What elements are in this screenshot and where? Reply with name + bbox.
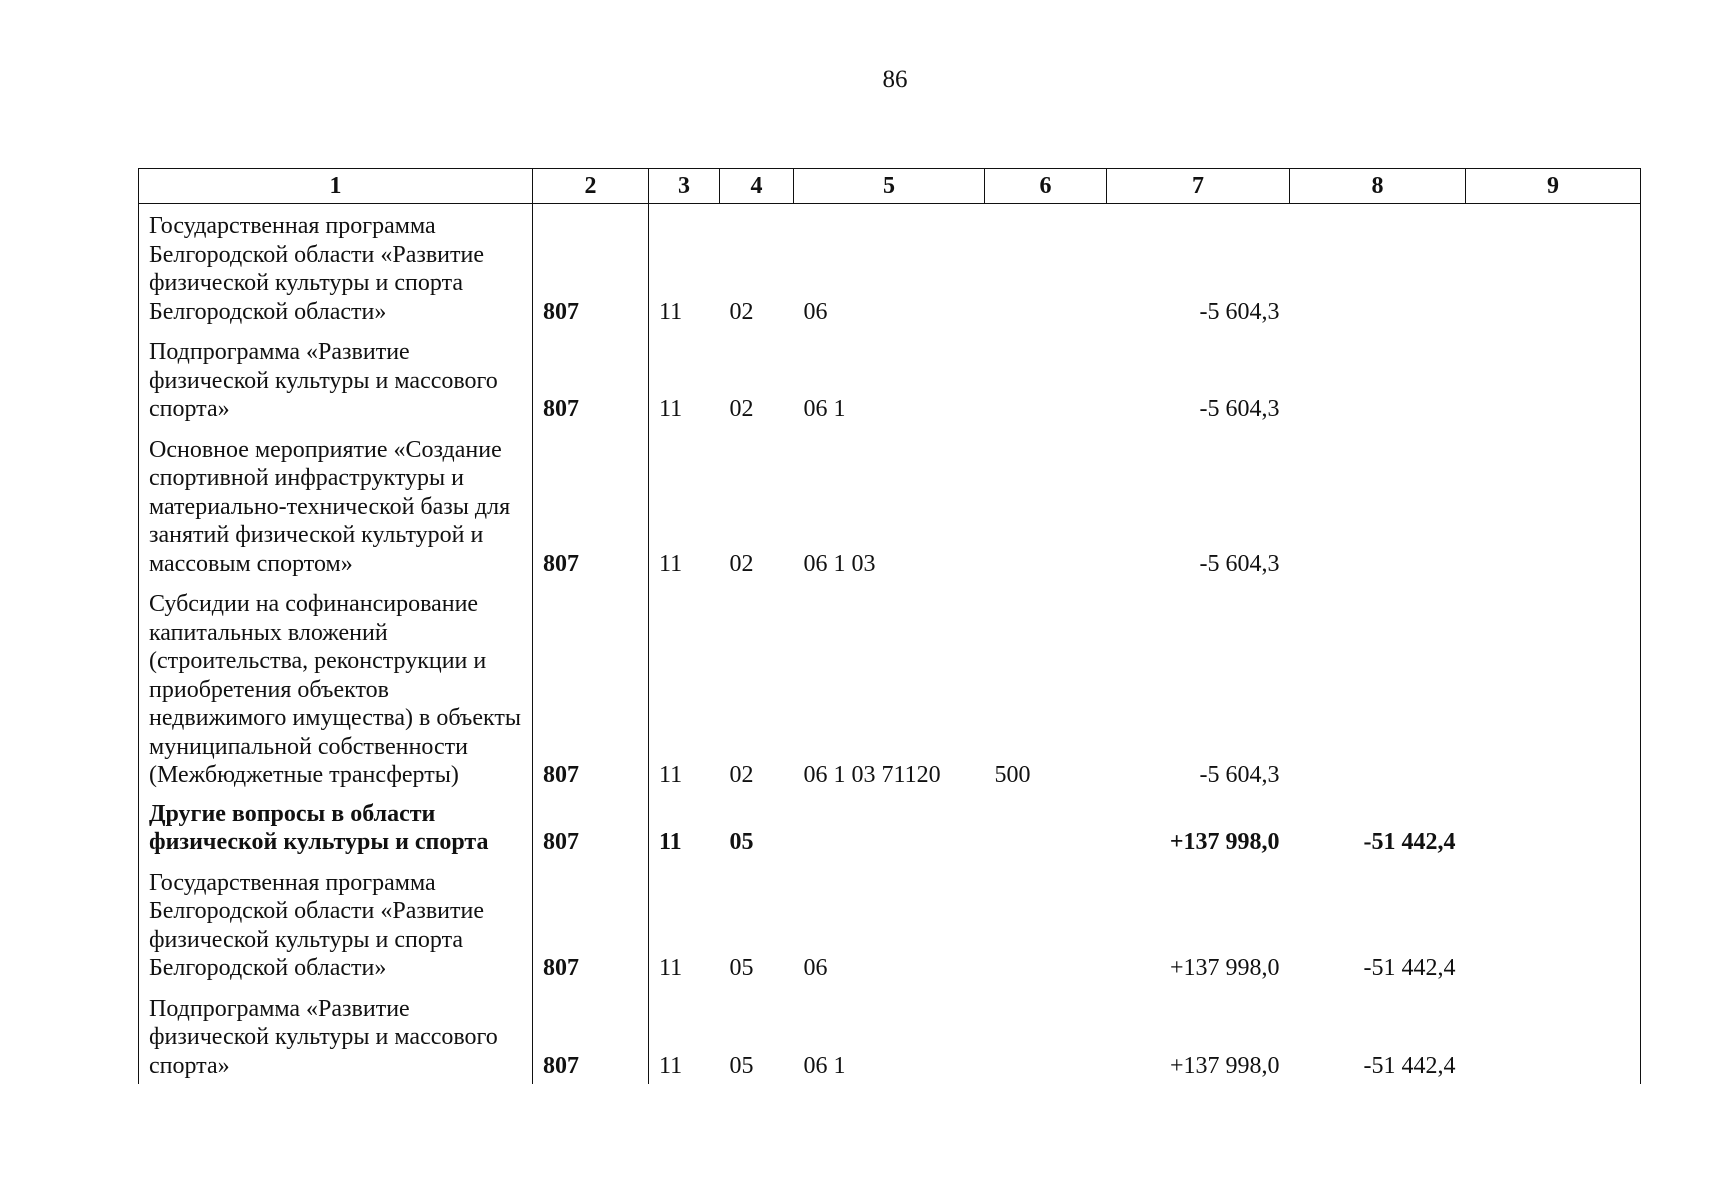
row-name-cell: Подпрограмма «Развитие физической культуры и массового спорта» xyxy=(139,330,533,428)
target-article-cell: 06 xyxy=(803,955,828,981)
table-row xyxy=(139,861,1641,987)
amount-cell xyxy=(1466,794,1641,861)
amount-cell: -51 442,4 xyxy=(1363,829,1456,855)
column-header: 8 xyxy=(1290,169,1466,204)
expense-type-cell: 500 xyxy=(994,762,1031,788)
column-header: 5 xyxy=(794,169,985,204)
column-header: 6 xyxy=(985,169,1107,204)
section-cell: 11 xyxy=(659,298,683,325)
column-header: 1 xyxy=(139,169,533,204)
target-article-cell: 06 xyxy=(803,298,828,325)
row-name-cell: Основное мероприятие «Создание спортивной инфраструктуры и материально-технической базы для занятий физической культурой и массовым спортом» xyxy=(139,428,533,583)
section-cell: 11 xyxy=(659,1052,683,1079)
amount-cell xyxy=(1466,428,1641,583)
amount-cell: -5 604,3 xyxy=(1199,298,1280,325)
expense-type-cell xyxy=(985,204,1107,331)
amount-cell: +137 998,0 xyxy=(1169,1052,1280,1079)
subsection-cell: 02 xyxy=(729,396,754,422)
expense-type-cell xyxy=(985,794,1107,861)
row-name-cell: Субсидии на софинансирование капитальных вложений (строительства, реконструкции и приобретения объектов недвижимого имущества) в объекты муниципальной собственности (Межбюджетные трансферты) xyxy=(139,582,533,794)
amount-cell xyxy=(1466,987,1641,1085)
amount-cell xyxy=(1290,582,1466,794)
table-row xyxy=(139,428,1641,583)
amount-cell: -5 604,3 xyxy=(1199,396,1280,422)
amount-cell: +137 998,0 xyxy=(1169,829,1280,855)
amount-cell xyxy=(1290,204,1466,331)
table-row xyxy=(139,987,1641,1085)
row-name-cell: Другие вопросы в области физической культуры и спорта xyxy=(139,794,533,861)
amount-cell xyxy=(1466,582,1641,794)
column-header: 2 xyxy=(533,169,649,204)
row-name-cell: Государственная программа Белгородской области «Развитие физической культуры и спорта Белгородской области» xyxy=(139,204,533,331)
row-name-cell: Подпрограмма «Развитие физической культуры и массового спорта» xyxy=(139,987,533,1085)
target-article-cell: 06 1 xyxy=(803,1052,846,1079)
expense-type-cell xyxy=(985,428,1107,583)
subsection-cell: 02 xyxy=(729,550,754,577)
section-cell: 11 xyxy=(659,550,683,577)
expense-type-cell xyxy=(985,330,1107,428)
chapter-code-cell: 807 xyxy=(533,330,649,428)
column-header: 3 xyxy=(649,169,720,204)
table-row xyxy=(139,794,1641,861)
amount-cell: -51 442,4 xyxy=(1363,955,1456,981)
expense-type-cell xyxy=(985,861,1107,987)
section-cell: 11 xyxy=(659,396,683,422)
table-header-row xyxy=(139,169,1641,204)
amount-cell xyxy=(1466,330,1641,428)
target-article-cell xyxy=(794,794,985,861)
amount-cell: +137 998,0 xyxy=(1169,955,1280,981)
section-cell: 11 xyxy=(659,829,682,855)
section-cell: 11 xyxy=(659,762,683,788)
chapter-code-cell: 807 xyxy=(533,987,649,1085)
table-body xyxy=(139,204,1641,1085)
column-header: 9 xyxy=(1466,169,1641,204)
expense-type-cell xyxy=(985,987,1107,1085)
target-article-cell: 06 1 xyxy=(803,396,846,422)
amount-cell xyxy=(1290,428,1466,583)
page-number: 86 xyxy=(882,66,908,93)
amount-cell xyxy=(1290,330,1466,428)
chapter-code-cell: 807 xyxy=(533,794,649,861)
target-article-cell: 06 1 03 xyxy=(803,550,876,577)
row-name-cell: Государственная программа Белгородской области «Развитие физической культуры и спорта Белгородской области» xyxy=(139,861,533,987)
subsection-cell: 02 xyxy=(729,298,754,325)
table-row xyxy=(139,582,1641,794)
chapter-code-cell: 807 xyxy=(533,582,649,794)
amount-cell xyxy=(1466,204,1641,331)
subsection-cell: 02 xyxy=(729,762,754,788)
amount-cell: -5 604,3 xyxy=(1199,762,1280,788)
amount-cell xyxy=(1466,861,1641,987)
subsection-cell: 05 xyxy=(729,829,754,855)
amount-cell: -51 442,4 xyxy=(1363,1052,1456,1079)
column-header: 7 xyxy=(1107,169,1290,204)
column-header: 4 xyxy=(720,169,794,204)
subsection-cell: 05 xyxy=(729,955,754,981)
table-row xyxy=(139,204,1641,331)
target-article-cell: 06 1 03 71120 xyxy=(803,762,941,788)
table-row xyxy=(139,330,1641,428)
section-cell: 11 xyxy=(659,955,683,981)
budget-table xyxy=(138,168,1641,1084)
chapter-code-cell: 807 xyxy=(533,428,649,583)
amount-cell: -5 604,3 xyxy=(1199,550,1280,577)
chapter-code-cell: 807 xyxy=(533,204,649,331)
subsection-cell: 05 xyxy=(729,1052,754,1079)
chapter-code-cell: 807 xyxy=(533,861,649,987)
